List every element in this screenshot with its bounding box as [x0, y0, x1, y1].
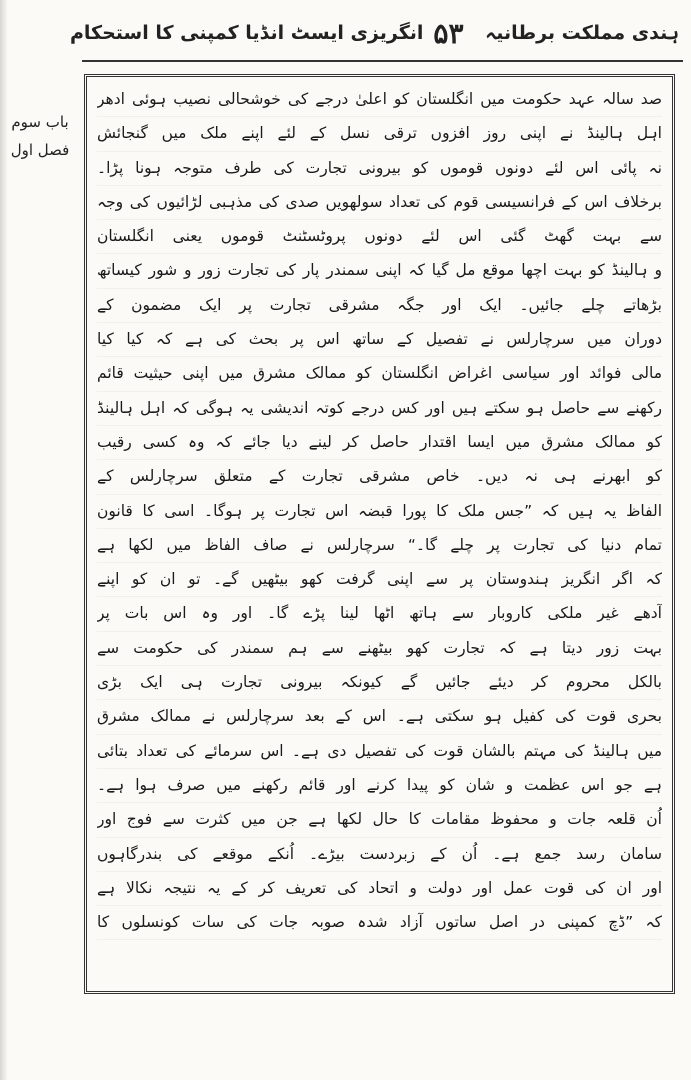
text-frame: [84, 74, 675, 994]
text-line: برخلاف اس کے فرانسیسی قوم کی تعداد سولھویں صدی کی مذہبی لڑائیوں کی وجہ: [97, 186, 662, 220]
page-header: [70, 8, 679, 58]
margin-note-section: فصل اول: [10, 141, 70, 159]
text-line: تمام دنیا کی تجارت پر چلے گا۔“ سرچارلس نے صاف الفاظ میں لکھا ہے: [97, 529, 662, 563]
text-line: کہ ”ڈچ کمپنی در اصل ساتوں آزاد شدہ صوبہ جات کی سات کونسلوں کا: [97, 906, 662, 940]
text-line: سے بہت گھٹ گئی اس لئے دونوں پروٹسٹنٹ قوموں یعنی انگلستان: [97, 220, 662, 254]
text-line: رکھنے سے حاصل ہو سکتے ہیں اور کس درجے کوتہ اندیشی یہ ہوگی کہ اہل ہالینڈ: [97, 392, 662, 426]
text-line: دوران میں سرچارلس نے تفصیل کے ساتھ اس پر بحث کی ہے کہ کیا کیا: [97, 323, 662, 357]
text-line: کو ابھرنے ہی نہ دیں۔ خاص مشرقی تجارت کے متعلق سرچارلس کے: [97, 460, 662, 494]
text-line: اور ان کی قوت عمل اور دولت و اتحاد کی تعریف کر کے یہ نتیجہ نکالا ہے: [97, 872, 662, 906]
running-title-right: ہندی مملکت برطانیہ: [485, 22, 679, 44]
body-text: [97, 83, 662, 985]
margin-note: [2, 108, 78, 164]
text-line: بحری قوت کی کفیل ہو سکتی ہے۔ اس کے بعد سرچارلس نے ممالک مشرق: [97, 700, 662, 734]
text-line: بڑھاتے چلے جائیں۔ ایک اور جگہ مشرقی تجارت پر ایک مضمون کے: [97, 289, 662, 323]
text-line: کو ممالک مشرق میں ایسا اقتدار حاصل کر لینے دیا جائے کہ وہ کسی رقیب: [97, 426, 662, 460]
text-line: بہت زور دیتا ہے کہ تجارت کھو بیٹھنے سے ہم سمندر کی حکومت سے: [97, 632, 662, 666]
text-line: آدھے غیر ملکی کاروبار سے ہاتھ اٹھا لینا پڑے گا۔ اور وہ اس بات پر: [97, 597, 662, 631]
header-rule: [82, 60, 683, 62]
text-line: کہ اگر انگریز ہندوستان پر سے اپنی گرفت کھو بیٹھیں گے۔ تو ان کو اپنے: [97, 563, 662, 597]
page-number: ۵۳: [433, 16, 464, 50]
text-line: نہ پائی اس لئے دونوں قوموں کو بیرونی تجارت کی طرف متوجہ ہونا پڑا۔: [97, 152, 662, 186]
header-center: [70, 17, 473, 50]
running-title-left: انگریزی ایسٹ انڈیا کمپنی کا استحکام: [70, 22, 424, 44]
margin-note-chapter: باب سوم: [11, 113, 69, 131]
text-line: الفاظ یہ ہیں کہ ”جس ملک کا پورا قبضہ اس تجارت پر ہوگا۔ اسی کا قانون: [97, 495, 662, 529]
text-line: سامان رسد جمع ہے۔ اُن کے زبردست بیڑے۔ اُنکے موقعے کی بندرگاہوں: [97, 838, 662, 872]
text-line: ہے جو اس عظمت و شان کو پیدا کرنے اور قائم رکھنے میں صرف ہوا ہے۔: [97, 769, 662, 803]
text-line: اُن قلعہ جات و محفوظ مقامات کا حال لکھا ہے جن میں کثرت سے فوج اور: [97, 803, 662, 837]
text-line: مالی فوائد اور سیاسی اغراض انگلستان کو ممالک مشرق میں اپنی حیثیت قائم: [97, 357, 662, 391]
text-line: میں ہالینڈ کی مہتم بالشان قوت کی تفصیل دی ہے۔ اس سرمائے کی تعداد بتائی: [97, 735, 662, 769]
text-line: صد سالہ عہد حکومت میں انگلستان کو اعلیٰ درجے کی خوشحالی نصیب ہوئی ادھر: [97, 83, 662, 117]
text-line: و ہالینڈ کو بہت اچھا موقع مل گیا کہ اپنی سمندر پار کی تجارت زور و شور کیساتھ: [97, 254, 662, 288]
text-line: بالکل محروم کر دیئے جائیں گے کیونکہ بیرونی تجارت ہی ایک بڑی: [97, 666, 662, 700]
text-line: اہل ہالینڈ نے اپنی روز افزوں ترقی نسل کے لئے اپنے ملک میں گنجائش: [97, 117, 662, 151]
